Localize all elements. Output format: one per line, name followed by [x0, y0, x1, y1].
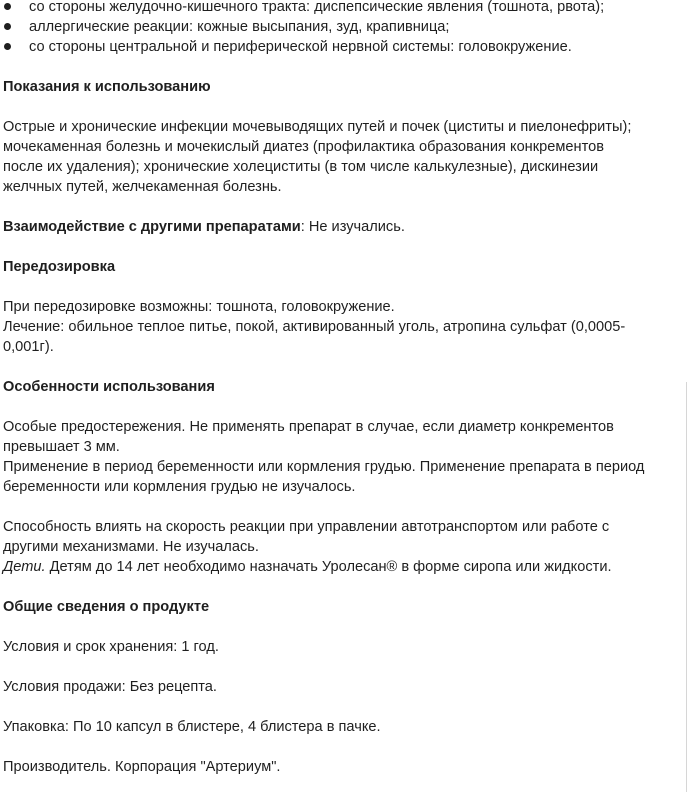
bullet-icon: [4, 3, 11, 10]
sale-line: Условия продажи: Без рецепта.: [3, 679, 217, 695]
indications-heading: Показания к использованию: [3, 79, 211, 95]
children-label: Дети.: [3, 559, 46, 575]
list-item: со стороны желудочно-кишечного тракта: диспепсические явления (тошнота, рвота);: [3, 0, 684, 17]
list-item: аллергические реакции: кожные высыпания, зуд, крапивница;: [3, 17, 684, 37]
interaction-paragraph: Взаимодействие с другими препаратами: Не изучались.: [3, 219, 405, 235]
bullet-icon: [4, 23, 11, 30]
bullet-icon: [4, 43, 11, 50]
features-paragraph: Особые предостережения. Не применять препарат в случае, если диаметр конкрементов превышает 3 мм. Применение в период беременности или кормления грудью. Применение препарата в период беременности или кормления грудью не изучалось.: [3, 419, 645, 495]
package-line: Упаковка: По 10 капсул в блистере, 4 блистера в пачке.: [3, 719, 381, 735]
scroll-divider: [686, 382, 687, 792]
overdose-heading: Передозировка: [3, 259, 116, 275]
interaction-label: Взаимодействие с другими препаратами: [3, 219, 301, 235]
features-heading: Особенности использования: [3, 379, 215, 395]
side-effects-list: [3, 0, 684, 57]
manufacturer-line: Производитель. Корпорация "Артериум".: [3, 759, 281, 775]
general-heading: Общие сведения о продукте: [3, 599, 210, 615]
driving-paragraph: Способность влиять на скорость реакции при управлении автотранспортом или работе с другими механизмами. Не изучалась. Дети. Детям до 14 лет необходимо назначать Уролесан® в форме сиропа или жидкости.: [3, 519, 612, 575]
indications-paragraph: Острые и хронические инфекции мочевыводящих путей и почек (циститы и пиелонефриты); мочекаменная болезнь и мочекислый диатез (профилактика образования конкрементов после их удаления); хронические холециститы (в том числе калькулезные), дискинезии желчных путей, желчекаменная болезнь.: [3, 119, 632, 195]
storage-line: Условия и срок хранения: 1 год.: [3, 639, 219, 655]
overdose-paragraph: При передозировке возможны: тошнота, головокружение. Лечение: обильное теплое питье, покой, активированный уголь, атропина сульфат (0,0005- 0,001г).: [3, 299, 626, 355]
list-item: со стороны центральной и периферической нервной системы: головокружение.: [3, 37, 684, 57]
